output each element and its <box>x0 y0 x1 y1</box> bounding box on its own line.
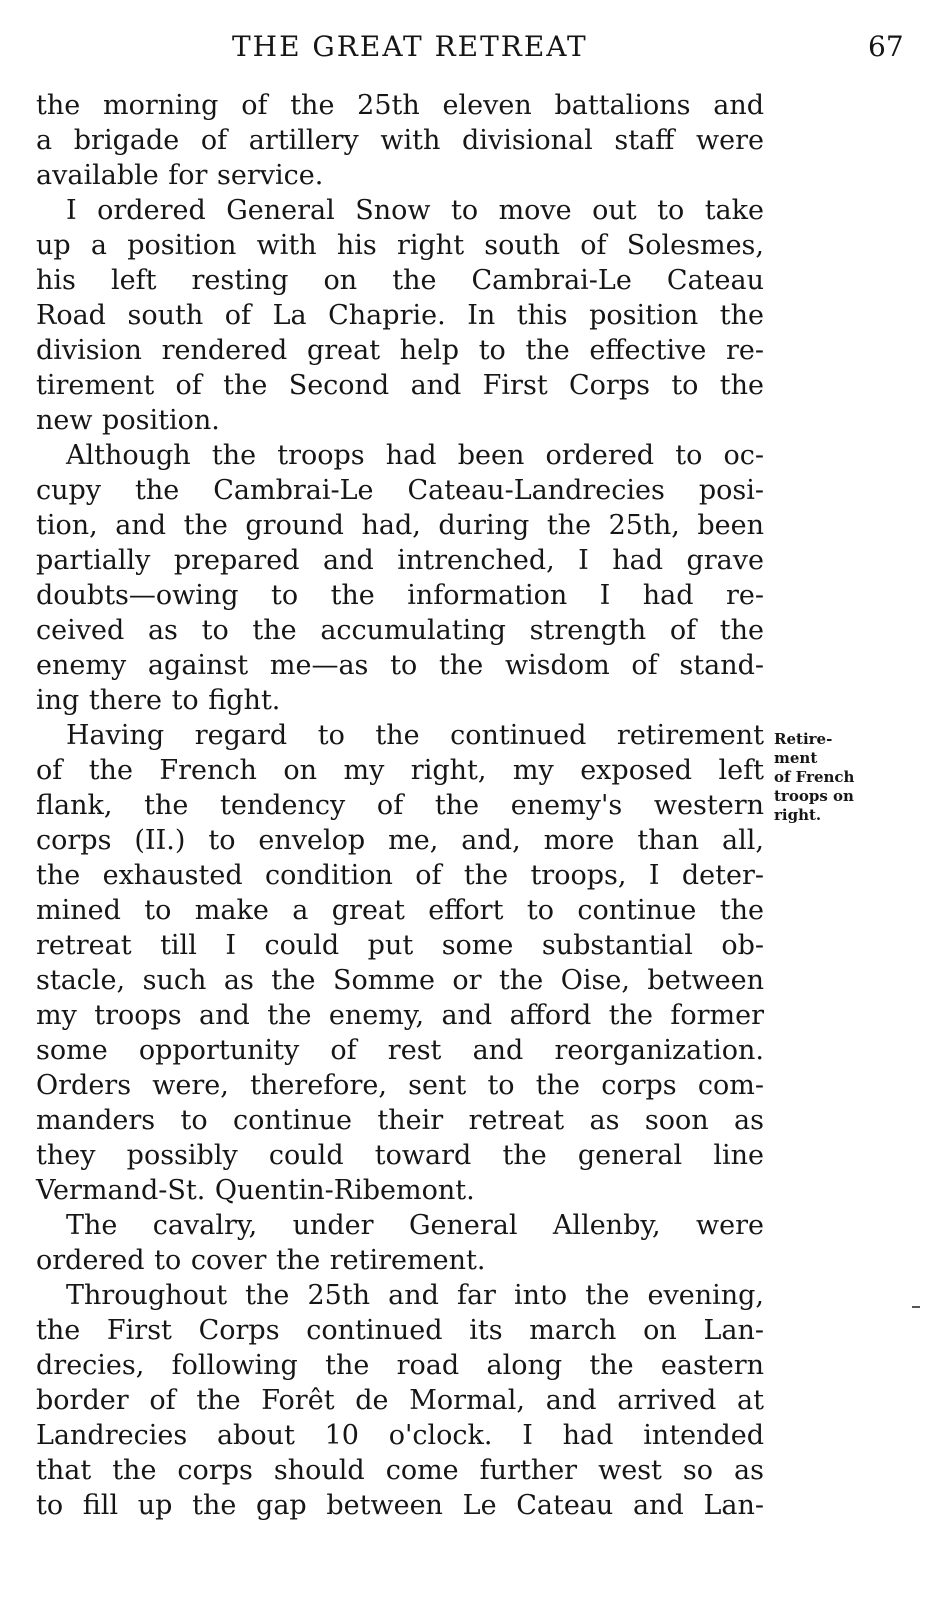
text-line: of the French on my right, my exposed left <box>36 755 764 786</box>
text-line: division rendered great help to the effective re- <box>36 335 764 366</box>
text-line: up a position with his right south of Solesmes, <box>36 230 764 261</box>
text-line: they possibly could toward the general line <box>36 1140 764 1171</box>
text-line: cupy the Cambrai-Le Cateau-Landrecies posi- <box>36 475 764 506</box>
text-line: Having regard to the continued retirement <box>66 720 764 751</box>
text-line: the morning of the 25th eleven battalions and <box>36 90 764 121</box>
body-text-column <box>36 88 764 1523</box>
text-line: his left resting on the Cambrai-Le Cateau <box>36 265 764 296</box>
running-title: THE GREAT RETREAT <box>232 30 588 63</box>
margin-mark <box>912 1306 920 1308</box>
page-number: 67 <box>868 30 904 63</box>
marginal-note-line: Retire- <box>774 730 833 748</box>
paragraph <box>36 438 764 718</box>
text-line: some opportunity of rest and reorganization. <box>36 1035 764 1066</box>
text-line: available for service. <box>36 160 324 191</box>
text-line: Although the troops had been ordered to oc- <box>66 440 764 471</box>
text-line: the exhausted condition of the troops, I deter- <box>36 860 764 891</box>
text-line: Orders were, therefore, sent to the corps com- <box>36 1070 764 1101</box>
paragraph <box>36 718 764 1208</box>
text-line: ordered to cover the retirement. <box>36 1245 486 1276</box>
text-line: ceived as to the accumulating strength of the <box>36 615 764 646</box>
paragraph <box>36 88 764 193</box>
text-line: border of the Forêt de Mormal, and arrived at <box>36 1385 764 1416</box>
text-line: flank, the tendency of the enemy's western <box>36 790 764 821</box>
text-line: Throughout the 25th and far into the evening, <box>66 1280 764 1311</box>
text-line: Road south of La Chaprie. In this position the <box>36 300 764 331</box>
text-line: tirement of the Second and First Corps to the <box>36 370 764 401</box>
text-line: The cavalry, under General Allenby, were <box>66 1210 764 1241</box>
text-line: new position. <box>36 405 220 436</box>
text-line: a brigade of artillery with divisional staff were <box>36 125 764 156</box>
text-line: partially prepared and intrenched, I had grave <box>36 545 764 576</box>
text-line: to fill up the gap between Le Cateau and Lan- <box>36 1490 764 1521</box>
text-line: ing there to fight. <box>36 685 281 716</box>
marginal-note-line: troops on <box>774 787 854 805</box>
marginal-note-line: right. <box>774 806 822 824</box>
paragraph <box>36 1278 764 1523</box>
text-line: that the corps should come further west so as <box>36 1455 764 1486</box>
marginal-note-line: of French <box>774 768 855 786</box>
text-line: stacle, such as the Somme or the Oise, between <box>36 965 764 996</box>
marginal-note-line: ment <box>774 749 818 767</box>
text-line: corps (II.) to envelop me, and, more than all, <box>36 825 764 856</box>
paragraph <box>36 1208 764 1278</box>
text-line: drecies, following the road along the eastern <box>36 1350 764 1381</box>
text-line: Vermand-St. Quentin-Ribemont. <box>36 1175 475 1206</box>
text-line: the First Corps continued its march on Lan- <box>36 1315 764 1346</box>
marginal-note <box>774 730 886 825</box>
text-line: retreat till I could put some substantial ob- <box>36 930 764 961</box>
running-head <box>0 30 950 70</box>
text-line: doubts—owing to the information I had re- <box>36 580 764 611</box>
text-line: manders to continue their retreat as soon as <box>36 1105 764 1136</box>
text-line: my troops and the enemy, and afford the former <box>36 1000 764 1031</box>
text-line: tion, and the ground had, during the 25th, been <box>36 510 764 541</box>
text-line: Landrecies about 10 o'clock. I had intended <box>36 1420 764 1451</box>
text-line: enemy against me—as to the wisdom of stand- <box>36 650 764 681</box>
text-line: mined to make a great effort to continue the <box>36 895 764 926</box>
paragraph <box>36 193 764 438</box>
text-line: I ordered General Snow to move out to take <box>66 195 764 226</box>
